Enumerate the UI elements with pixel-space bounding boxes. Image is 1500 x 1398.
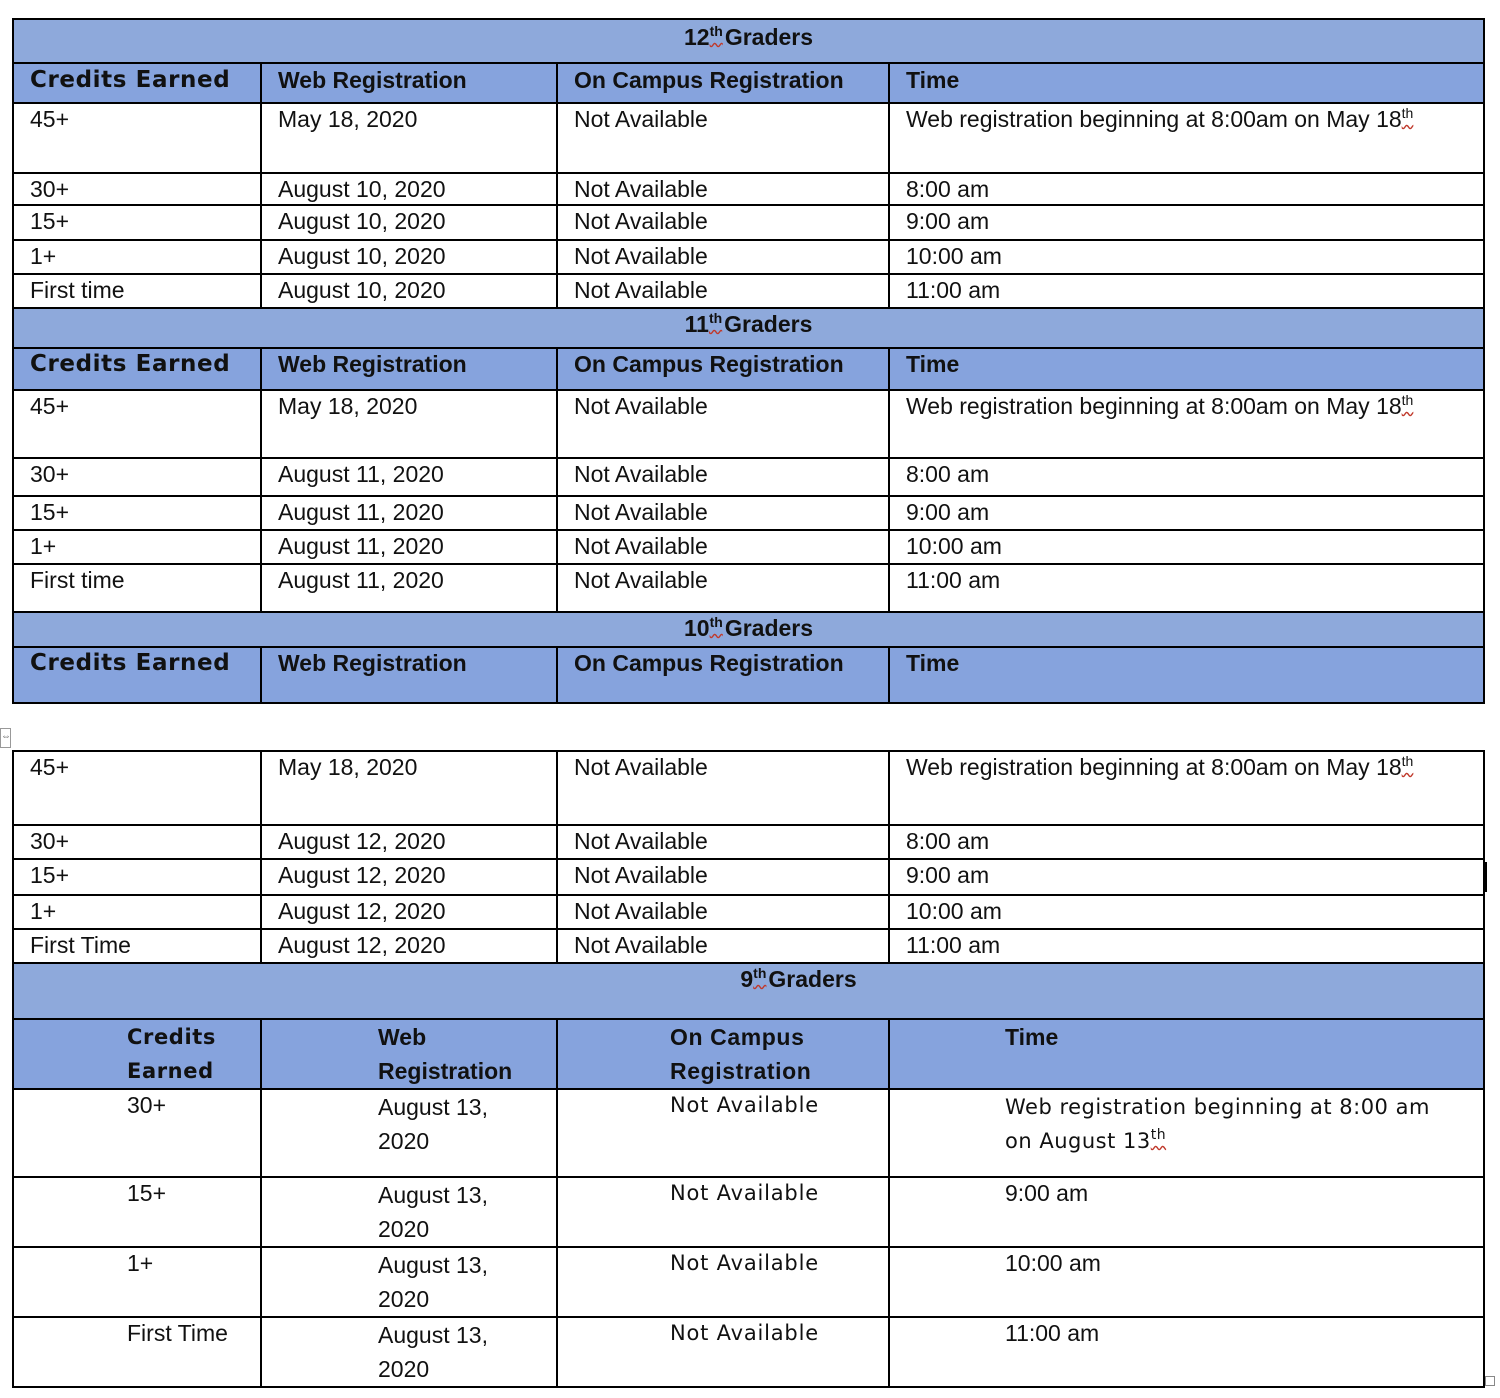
- column-header-row: [13, 348, 1484, 390]
- cell-web-date: August 11, 2020: [261, 458, 557, 496]
- cell-credits: 15+: [13, 496, 261, 530]
- cell-time: 10:00 am: [889, 240, 1484, 274]
- column-header-row: [13, 63, 1484, 103]
- cell-web-date: August 10, 2020: [261, 205, 557, 240]
- table-row: [13, 103, 1484, 173]
- header-on-campus-registration: On Campus Registration: [557, 348, 889, 390]
- cell-on-campus: Not Available: [557, 173, 889, 205]
- cell-on-campus: Not Available: [557, 103, 889, 173]
- cell-time: 11:00 am: [889, 1317, 1484, 1387]
- table-row: [13, 751, 1484, 825]
- table-row: [13, 859, 1484, 895]
- cell-web-date: August 13, 2020: [261, 1317, 557, 1387]
- cell-web-date: May 18, 2020: [261, 390, 557, 458]
- cell-web-date: August 12, 2020: [261, 859, 557, 895]
- table-row: [13, 240, 1484, 274]
- section-title-9th: [13, 963, 1484, 1019]
- ordinal-suffix: th: [708, 310, 723, 326]
- cell-on-campus: Not Available: [557, 205, 889, 240]
- ordinal-suffix: th: [709, 614, 723, 630]
- cell-on-campus: Not Available: [557, 1177, 889, 1247]
- section-title-11th: [13, 308, 1484, 348]
- cell-credits: 15+: [13, 859, 261, 895]
- table-row: [13, 1247, 1484, 1317]
- cell-time: 11:00 am: [889, 564, 1484, 612]
- cell-time: 10:00 am: [889, 530, 1484, 564]
- header-credits-earned: Credits Earned: [13, 1019, 261, 1089]
- cell-on-campus: Not Available: [557, 1317, 889, 1387]
- cell-time: [889, 103, 1484, 173]
- cell-credits: First Time: [13, 929, 261, 963]
- cell-on-campus: Not Available: [557, 390, 889, 458]
- table-row: [13, 825, 1484, 859]
- header-time: Time: [889, 647, 1484, 703]
- table-move-handle-icon[interactable]: ⇔: [0, 728, 11, 748]
- cell-web-date: August 12, 2020: [261, 929, 557, 963]
- cell-credits: 1+: [13, 240, 261, 274]
- cell-on-campus: Not Available: [557, 274, 889, 308]
- cell-credits: First time: [13, 564, 261, 612]
- section-title-text: Graders: [724, 615, 814, 641]
- section-title-number: 11: [684, 311, 709, 337]
- cell-web-date: August 13, 2020: [261, 1247, 557, 1317]
- text-cursor: [1485, 862, 1487, 892]
- cell-credits: First time: [13, 274, 261, 308]
- cell-web-date: August 12, 2020: [261, 825, 557, 859]
- table-row: [13, 390, 1484, 458]
- ordinal-suffix: th: [753, 965, 767, 981]
- header-web-registration: Web Registration: [261, 348, 557, 390]
- cell-on-campus: Not Available: [557, 1089, 889, 1177]
- cell-credits: 30+: [13, 458, 261, 496]
- cell-credits: First Time: [13, 1317, 261, 1387]
- table-row: [13, 458, 1484, 496]
- table-row: [13, 173, 1484, 205]
- cell-time-text: Web registration beginning at 8:00am on May 18: [906, 754, 1402, 780]
- cell-on-campus: Not Available: [557, 859, 889, 895]
- cell-web-date: August 13, 2020: [261, 1089, 557, 1177]
- cell-time-text: Web registration beginning at 8:00am on May 18: [906, 393, 1402, 419]
- section-title-number: 10: [684, 615, 710, 641]
- cell-time: [889, 751, 1484, 825]
- cell-credits: 15+: [13, 1177, 261, 1247]
- cell-time-text: Web registration beginning at 8:00am on May 18: [906, 106, 1402, 132]
- cell-time: 11:00 am: [889, 274, 1484, 308]
- cell-web-date: May 18, 2020: [261, 751, 557, 825]
- cell-time: [889, 390, 1484, 458]
- cell-credits: 1+: [13, 895, 261, 929]
- cell-on-campus: Not Available: [557, 496, 889, 530]
- table-resize-handle-icon[interactable]: [1485, 1376, 1495, 1386]
- cell-web-date: August 11, 2020: [261, 530, 557, 564]
- ordinal-suffix: th: [1150, 1127, 1167, 1143]
- cell-credits: 45+: [13, 751, 261, 825]
- cell-credits: 45+: [13, 390, 261, 458]
- section-title-number: 9: [740, 966, 754, 992]
- column-header-row: [13, 1019, 1484, 1089]
- cell-credits: 30+: [13, 825, 261, 859]
- cell-time: 8:00 am: [889, 458, 1484, 496]
- header-web-registration: Web Registration: [261, 1019, 557, 1089]
- cell-on-campus: Not Available: [557, 240, 889, 274]
- cell-on-campus: Not Available: [557, 751, 889, 825]
- table-row: [13, 496, 1484, 530]
- ordinal-suffix: th: [1401, 753, 1414, 769]
- table-row: [13, 1089, 1484, 1177]
- header-on-campus-registration: On Campus Registration: [557, 647, 889, 703]
- cell-credits: 1+: [13, 530, 261, 564]
- cell-web-date: August 12, 2020: [261, 895, 557, 929]
- table-row: [13, 1317, 1484, 1387]
- cell-time: 9:00 am: [889, 859, 1484, 895]
- cell-web-date: May 18, 2020: [261, 103, 557, 173]
- cell-credits: 1+: [13, 1247, 261, 1317]
- cell-on-campus: Not Available: [557, 530, 889, 564]
- cell-on-campus: Not Available: [557, 1247, 889, 1317]
- table-row: [13, 274, 1484, 308]
- header-time: Time: [889, 1019, 1484, 1089]
- header-credits-earned: Credits Earned: [13, 647, 261, 703]
- section-title-text: Graders: [724, 311, 813, 337]
- cell-credits: 15+: [13, 205, 261, 240]
- cell-time: 8:00 am: [889, 173, 1484, 205]
- header-credits-earned: Credits Earned: [13, 348, 261, 390]
- cell-web-date: August 11, 2020: [261, 564, 557, 612]
- ordinal-suffix: th: [1401, 105, 1414, 121]
- schedule-table-main: [12, 18, 1485, 704]
- cell-time-text: Web registration beginning at 8:00 am on August 13: [1005, 1095, 1430, 1153]
- cell-time: 10:00 am: [889, 895, 1484, 929]
- ordinal-suffix: th: [709, 23, 723, 39]
- section-title-12th: [13, 19, 1484, 63]
- header-web-registration: Web Registration: [261, 647, 557, 703]
- cell-on-campus: Not Available: [557, 825, 889, 859]
- cell-web-date: August 10, 2020: [261, 173, 557, 205]
- cell-credits: 30+: [13, 173, 261, 205]
- header-time: Time: [889, 348, 1484, 390]
- schedule-table-continued: [12, 750, 1485, 1388]
- section-title-text: Graders: [768, 966, 857, 992]
- cell-web-date: August 13, 2020: [261, 1177, 557, 1247]
- header-on-campus-registration: On Campus Registration: [557, 1019, 889, 1089]
- table-row: [13, 530, 1484, 564]
- section-title-text: Graders: [724, 24, 814, 50]
- cell-time: 9:00 am: [889, 496, 1484, 530]
- table-row: [13, 205, 1484, 240]
- cell-on-campus: Not Available: [557, 895, 889, 929]
- header-credits-earned: Credits Earned: [13, 63, 261, 103]
- cell-time: 9:00 am: [889, 205, 1484, 240]
- header-on-campus-registration: On Campus Registration: [557, 63, 889, 103]
- cell-on-campus: Not Available: [557, 564, 889, 612]
- header-time: Time: [889, 63, 1484, 103]
- cell-credits: 30+: [13, 1089, 261, 1177]
- table-row: [13, 1177, 1484, 1247]
- column-header-row: [13, 647, 1484, 703]
- cell-web-date: August 11, 2020: [261, 496, 557, 530]
- table-row: [13, 929, 1484, 963]
- cell-web-date: August 10, 2020: [261, 240, 557, 274]
- cell-time: 9:00 am: [889, 1177, 1484, 1247]
- cell-time: 8:00 am: [889, 825, 1484, 859]
- cell-web-date: August 10, 2020: [261, 274, 557, 308]
- ordinal-suffix: th: [1401, 392, 1414, 408]
- table-row: [13, 564, 1484, 612]
- header-web-registration: Web Registration: [261, 63, 557, 103]
- cell-on-campus: Not Available: [557, 458, 889, 496]
- section-title-10th: [13, 612, 1484, 647]
- cell-on-campus: Not Available: [557, 929, 889, 963]
- section-title-number: 12: [684, 24, 710, 50]
- cell-time: [889, 1089, 1484, 1177]
- cell-time: 11:00 am: [889, 929, 1484, 963]
- cell-time: 10:00 am: [889, 1247, 1484, 1317]
- cell-credits: 45+: [13, 103, 261, 173]
- table-row: [13, 895, 1484, 929]
